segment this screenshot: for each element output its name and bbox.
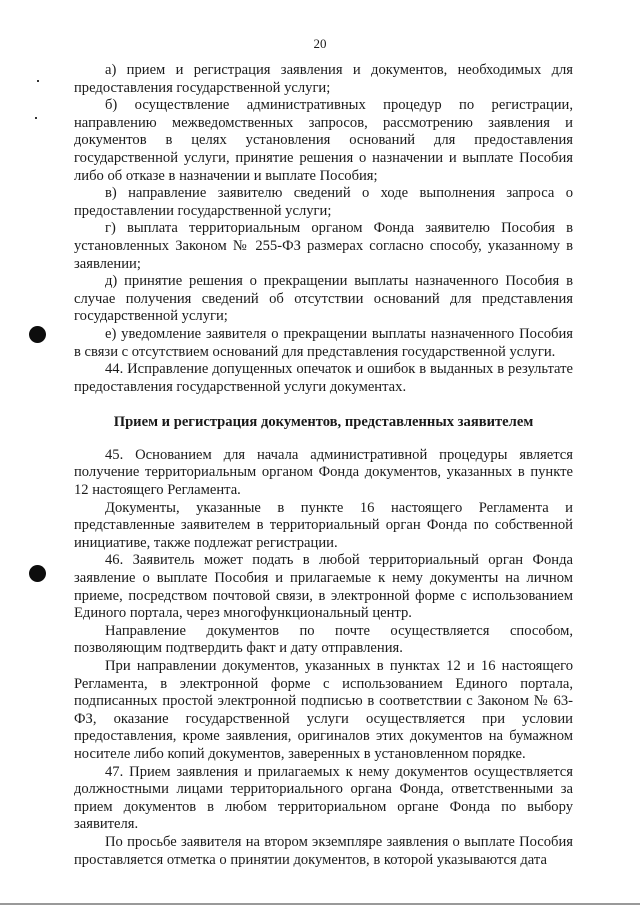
punch-hole xyxy=(29,565,46,582)
paragraph: б) осуществление административных процедур по регистрации, направлению межведомственных запросов, рассмотрению заявления и документов в целях установления оснований для предоставления государственной услуги, принятие решения о назначении и выплате Пособия либо об отказе в назначении и выплате Пособия; xyxy=(74,97,573,184)
paragraph: Документы, указанные в пункте 16 настоящего Регламента и представленные заявителем в территориальный орган Фонда по собственной инициативе, также подлежат регистрации. xyxy=(74,499,573,551)
scan-speck xyxy=(35,117,37,119)
paragraph: в) направление заявителю сведений о ходе выполнения запроса о предоставлении государственной услуги; xyxy=(74,185,573,219)
paragraph: 44. Исправление допущенных опечаток и ошибок в выданных в результате предоставления государственной услуги документах. xyxy=(74,361,573,395)
paragraph: По просьбе заявителя на втором экземпляре заявления о выплате Пособия проставляется отметка о принятии документов, в которой указываются дата xyxy=(74,833,573,868)
paragraph: г) выплата территориальным органом Фонда заявителю Пособия в установленных Законом № 255-ФЗ размерах согласно способу, указанному в заявлении; xyxy=(74,220,573,272)
paragraph: 45. Основанием для начала административной процедуры является получение территориальным органом Фонда документов, указанных в пункте 12 настоящего Регламента. xyxy=(74,446,573,499)
paragraph: 46. Заявитель может подать в любой территориальный орган Фонда заявление о выплате Пособия и прилагаемые к нему документы на личном приеме, посредством почтовой связи, в электронной форме с использованием Единого портала, через многофункциональный центр. xyxy=(74,552,573,622)
paragraph: 47. Прием заявления и прилагаемых к нему документов осуществляется должностными лицами территориального органа Фонда, ответственными за прием документов в любом территориальном органе Фонда по выбору заявителя. xyxy=(74,763,573,833)
paragraph: е) уведомление заявителя о прекращении выплаты назначенного Пособия в связи с отсутствием оснований для представления государственной услуги. xyxy=(74,325,573,360)
scan-speck xyxy=(37,80,39,82)
document-body xyxy=(74,62,573,869)
punch-hole xyxy=(29,326,46,343)
paragraph: При направлении документов, указанных в пунктах 12 и 16 настоящего Регламента, в электронной форме с использованием Единого портала, подписанных простой электронной подписью в соответствии с Законом № 63-ФЗ, оказание государственной услуги осуществляется при условии предоставления, кроме заявления, оригиналов этих документов на бумажном носителе либо копий документов, заверенных в установленном порядке. xyxy=(74,658,573,762)
paragraph: а) прием и регистрация заявления и документов, необходимых для предоставления государственной услуги; xyxy=(74,62,573,96)
paragraph: д) принятие решения о прекращении выплаты назначенного Пособия в случае получения сведений об отсутствии оснований для представления государственной услуги; xyxy=(74,273,573,325)
page-number: 20 xyxy=(313,36,327,51)
section-heading: Прием и регистрация документов, представленных заявителем xyxy=(113,414,534,431)
paragraph: Направление документов по почте осуществляется способом, позволяющим подтвердить факт и дату отправления. xyxy=(74,622,573,657)
